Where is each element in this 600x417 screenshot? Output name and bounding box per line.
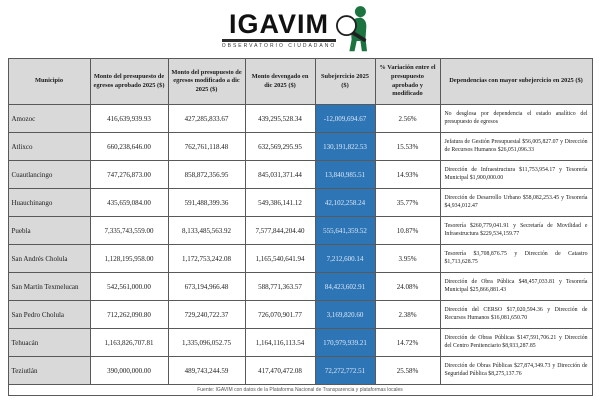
dependencias-cell: Tesorería $3,708,876.75 y Dirección de Catastro $1,713,628.75 <box>440 245 592 273</box>
aprobado-cell: 660,238,646.00 <box>90 133 168 161</box>
subejercicio-cell: 170,979,939.21 <box>315 329 375 357</box>
devengado-cell: 845,031,371.44 <box>245 161 315 189</box>
devengado-cell: 417,470,472.08 <box>245 357 315 385</box>
header-modificado: Monto del presupuesto de egresos modificado a dic 2025 ($) <box>168 59 245 105</box>
devengado-cell: 1,165,540,641.94 <box>245 245 315 273</box>
devengado-cell: 632,569,295.95 <box>245 133 315 161</box>
magnifier-person-icon <box>334 5 378 55</box>
dependencias-cell: Dirección de Obras Públicas $27,874,349.73 y Dirección de Seguridad Pública $8,275,137.76 <box>440 357 592 385</box>
devengado-cell: 7,577,844,204.40 <box>245 217 315 245</box>
variacion-cell: 15.53% <box>375 133 440 161</box>
table-row <box>8 189 592 217</box>
modificado-cell: 591,488,399.36 <box>168 189 245 217</box>
municipio-cell: Puebla <box>8 217 90 245</box>
variacion-cell: 35.77% <box>375 189 440 217</box>
subejercicio-cell: 84,423,602.91 <box>315 273 375 301</box>
subejercicio-cell: 7,212,600.14 <box>315 245 375 273</box>
municipio-cell: San Martín Texmelucan <box>8 273 90 301</box>
dependencias-cell: Dirección de Desarrollo Urbano $58,082,253.45 y Tesorería $4,934,012.47 <box>440 189 592 217</box>
variacion-cell: 14.72% <box>375 329 440 357</box>
aprobado-cell: 416,639,939.93 <box>90 105 168 133</box>
aprobado-cell: 712,262,090.80 <box>90 301 168 329</box>
table-header <box>8 59 592 105</box>
dependencias-cell: Dirección de Infraestructura $11,753,954.17 y Tesorería Municipal $1,900,000.00 <box>440 161 592 189</box>
modificado-cell: 489,743,244.59 <box>168 357 245 385</box>
devengado-cell: 1,164,116,113.54 <box>245 329 315 357</box>
table-row <box>8 245 592 273</box>
municipio-cell: San Andrés Cholula <box>8 245 90 273</box>
modificado-cell: 8,133,485,563.92 <box>168 217 245 245</box>
subejercicio-cell: 42,102,258.24 <box>315 189 375 217</box>
header-devengado: Monto devengado en dic 2025 ($) <box>245 59 315 105</box>
municipio-cell: Tehuacán <box>8 329 90 357</box>
dependencias-cell: Tesorería $260,779,041.91 y Secretaría de Movilidad e Infraestructura $229,534,159.77 <box>440 217 592 245</box>
variacion-cell: 10.87% <box>375 217 440 245</box>
aprobado-cell: 435,659,084.00 <box>90 189 168 217</box>
subejercicio-cell: 3,169,820.60 <box>315 301 375 329</box>
table-row <box>8 273 592 301</box>
logo-title: IGAVIM <box>228 9 329 39</box>
devengado-cell: 588,771,363.57 <box>245 273 315 301</box>
table-row <box>8 357 592 385</box>
table-row <box>8 105 592 133</box>
aprobado-cell: 542,561,000.00 <box>90 273 168 301</box>
dependencias-cell: No desglosa por dependencia el estado analítico del presupuesto de egresos <box>440 105 592 133</box>
modificado-cell: 1,172,753,242.08 <box>168 245 245 273</box>
municipio-cell: Amozoc <box>8 105 90 133</box>
devengado-cell: 726,070,901.77 <box>245 301 315 329</box>
header-variacion: % Variación entre el presupuesto aprobado y modificado <box>375 59 440 105</box>
variacion-cell: 24.08% <box>375 273 440 301</box>
variacion-cell: 2.56% <box>375 105 440 133</box>
devengado-cell: 439,295,528.34 <box>245 105 315 133</box>
source-note: Fuente: IGAVIM con datos de la Plataforma Nacional de Transparencia y plataformas locales <box>8 385 592 396</box>
table-row <box>8 301 592 329</box>
modificado-cell: 858,872,356.95 <box>168 161 245 189</box>
logo <box>0 0 600 56</box>
header-municipio: Municipio <box>8 59 90 105</box>
variacion-cell: 14.93% <box>375 161 440 189</box>
modificado-cell: 762,761,118.48 <box>168 133 245 161</box>
table-row <box>8 133 592 161</box>
table-row <box>8 217 592 245</box>
dependencias-cell: Dirección de Obras Públicas $147,591,706.21 y Dirección del Centro Penitenciario $8,933,287.85 <box>440 329 592 357</box>
municipio-cell: Atlixco <box>8 133 90 161</box>
modificado-cell: 427,285,833.67 <box>168 105 245 133</box>
municipio-cell: San Pedro Cholula <box>8 301 90 329</box>
municipio-cell: Teziutlán <box>8 357 90 385</box>
logo-subtitle: OBSERVATORIO CIUDADANO <box>221 43 337 49</box>
subejercicio-cell: 130,191,822.53 <box>315 133 375 161</box>
table-row <box>8 329 592 357</box>
source-row <box>8 385 592 396</box>
modificado-cell: 1,335,096,052.75 <box>168 329 245 357</box>
aprobado-cell: 1,163,826,707.81 <box>90 329 168 357</box>
logo-text <box>222 11 336 49</box>
logo-rule <box>222 39 336 42</box>
municipio-cell: Huauchinango <box>8 189 90 217</box>
devengado-cell: 549,386,141.12 <box>245 189 315 217</box>
variacion-cell: 3.95% <box>375 245 440 273</box>
subejercicio-cell: 555,641,359.52 <box>315 217 375 245</box>
header-dependencias: Dependencias con mayor subejercicio en 2025 ($) <box>440 59 592 105</box>
subejercicio-cell: 13,840,985.51 <box>315 161 375 189</box>
aprobado-cell: 7,335,743,559.00 <box>90 217 168 245</box>
table-body <box>8 105 592 385</box>
header-subejercicio: Subejercicio 2025 ($) <box>315 59 375 105</box>
aprobado-cell: 1,128,195,958.00 <box>90 245 168 273</box>
dependencias-cell: Jefatura de Gestión Presupuestal $56,005,827.07 y Dirección de Recursos Humanos $26,051,096.33 <box>440 133 592 161</box>
aprobado-cell: 747,276,873.00 <box>90 161 168 189</box>
modificado-cell: 673,194,966.48 <box>168 273 245 301</box>
subejercicio-cell: 72,272,772.51 <box>315 357 375 385</box>
variacion-cell: 25.58% <box>375 357 440 385</box>
variacion-cell: 2.38% <box>375 301 440 329</box>
dependencias-cell: Dirección de Obra Pública $48,457,033.81 y Tesorería Municipal $25,866,881.43 <box>440 273 592 301</box>
aprobado-cell: 390,000,000.00 <box>90 357 168 385</box>
header-aprobado: Monto del presupuesto de egresos aprobado 2025 ($) <box>90 59 168 105</box>
dependencias-cell: Dirección del CERSO $17,020,594.36 y Dirección de Recursos Humanos $16,081,650.70 <box>440 301 592 329</box>
budget-table <box>8 58 593 396</box>
modificado-cell: 729,240,722.37 <box>168 301 245 329</box>
table-row <box>8 161 592 189</box>
municipio-cell: Cuautlancingo <box>8 161 90 189</box>
subejercicio-cell: -12,009,694.67 <box>315 105 375 133</box>
